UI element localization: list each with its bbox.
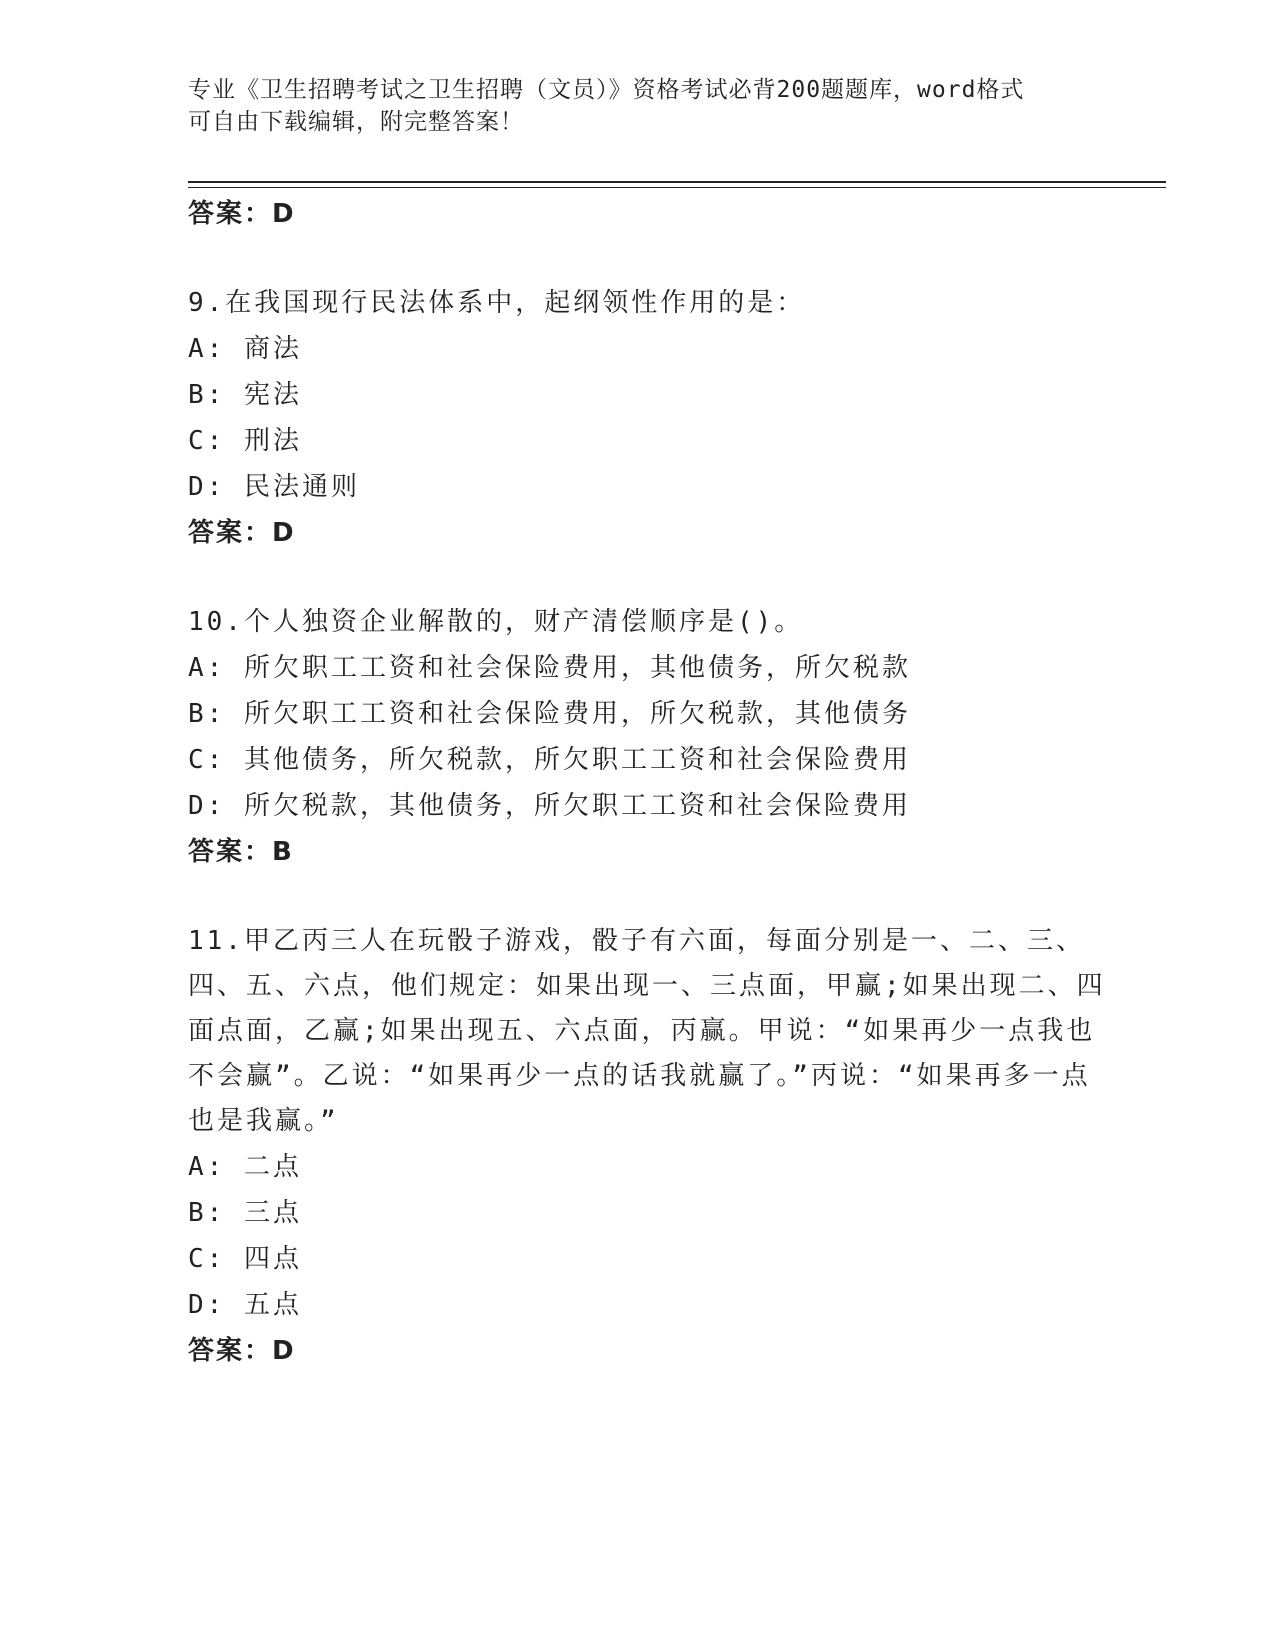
answer-line: 答案：B <box>188 837 294 867</box>
header-divider <box>188 181 1166 188</box>
option-a: A: 二点 <box>188 1152 302 1182</box>
document-body <box>188 191 1118 1418</box>
question-stem: 11.甲乙丙三人在玩骰子游戏，骰子有六面，每面分别是一、二、三、四、五、六点，他们规定：如果出现一、三点面，甲赢;如果出现二、四面点面，乙赢;如果出现五、六点面，丙赢。甲说：“如果再少一点我也不会赢”。乙说：“如果再少一点的话我就赢了。”丙说：“如果再多一点也是我赢。” <box>188 926 1106 1136</box>
question-stem: 10.个人独资企业解散的，财产清偿顺序是()。 <box>188 607 804 637</box>
question-stem: 9.在我国现行民法体系中，起纲领性作用的是： <box>188 288 806 318</box>
option-c: C: 其他债务，所欠税款，所欠职工工资和社会保险费用 <box>188 745 911 775</box>
answer-line: 答案：D <box>188 518 296 548</box>
option-d: D: 民法通则 <box>188 472 360 502</box>
option-a: A: 商法 <box>188 334 302 364</box>
answer-line: 答案：D <box>188 199 296 229</box>
document-header <box>188 74 1088 138</box>
option-b: B: 所欠职工工资和社会保险费用，所欠税款，其他债务 <box>188 699 911 729</box>
option-b: B: 三点 <box>188 1198 302 1228</box>
option-c: C: 四点 <box>188 1244 302 1274</box>
header-title-line-2: 可自由下载编辑，附完整答案！ <box>188 109 524 135</box>
option-b: B: 宪法 <box>188 380 302 410</box>
question-9 <box>188 281 1118 556</box>
option-a: A: 所欠职工工资和社会保险费用，其他债务，所欠税款 <box>188 653 911 683</box>
header-title-line-1: 专业《卫生招聘考试之卫生招聘（文员）》资格考试必背200题题库，word格式 <box>188 77 1025 103</box>
question-11 <box>188 919 1118 1374</box>
option-d: D: 所欠税款，其他债务，所欠职工工资和社会保险费用 <box>188 791 911 821</box>
option-d: D: 五点 <box>188 1290 302 1320</box>
question-10 <box>188 600 1118 875</box>
option-c: C: 刑法 <box>188 426 302 456</box>
answer-line: 答案：D <box>188 1336 296 1366</box>
